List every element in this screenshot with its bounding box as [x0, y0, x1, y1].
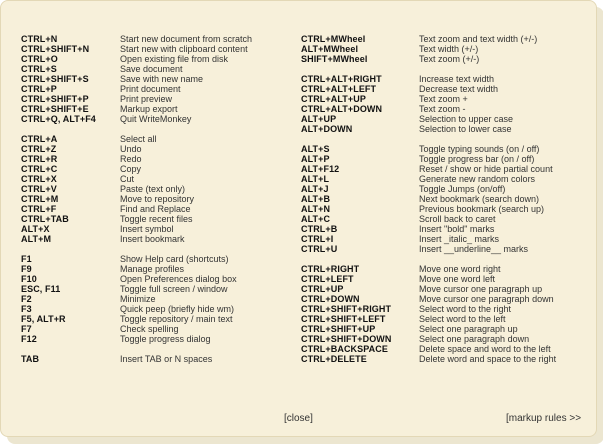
shortcut-description: Insert bookmark — [120, 234, 185, 244]
shortcut-key: CTRL+BACKSPACE — [301, 344, 388, 354]
shortcut-key: CTRL+A — [21, 134, 58, 144]
shortcut-key: CTRL+U — [301, 244, 338, 254]
shortcut-description: Selection to lower case — [419, 124, 512, 134]
shortcut-description: Minimize — [120, 294, 156, 304]
shortcut-description: Undo — [120, 144, 142, 154]
shortcut-key: F12 — [21, 334, 37, 344]
shortcut-key: CTRL+N — [21, 34, 58, 44]
shortcut-description: Save document — [120, 64, 183, 74]
shortcut-key: CTRL+MWheel — [301, 34, 366, 44]
shortcut-description: Paste (text only) — [120, 184, 186, 194]
shortcut-key: CTRL+SHIFT+UP — [301, 324, 376, 334]
shortcut-key: CTRL+SHIFT+S — [21, 74, 89, 84]
shortcut-key: CTRL+X — [21, 174, 57, 184]
shortcut-key: CTRL+SHIFT+DOWN — [301, 334, 392, 344]
shortcut-description: Text zoom (+/-) — [419, 54, 480, 64]
shortcut-description: Toggle typing sounds (on / off) — [419, 144, 540, 154]
shortcut-description: Previous bookmark (search up) — [419, 204, 545, 214]
shortcut-key: CTRL+V — [21, 184, 57, 194]
shortcut-key: ALT+F12 — [301, 164, 340, 174]
shortcut-description: Generate new random colors — [419, 174, 536, 184]
shortcut-description: Move one word right — [419, 264, 501, 274]
shortcut-description: Insert TAB or N spaces — [120, 354, 213, 364]
shortcut-key: CTRL+SHIFT+P — [21, 94, 89, 104]
shortcut-row — [1, 54, 480, 65]
shortcut-description: Insert "bold" marks — [419, 224, 495, 234]
shortcut-description: Print preview — [120, 94, 173, 104]
shortcut-key: CTRL+M — [21, 194, 59, 204]
shortcut-key: F1 — [21, 254, 32, 264]
shortcut-row — [1, 354, 557, 365]
shortcut-description: Move cursor one paragraph down — [419, 294, 554, 304]
shortcut-description: Toggle repository / main text — [120, 314, 233, 324]
shortcut-description: Show Help card (shortcuts) — [120, 254, 229, 264]
shortcut-description: Insert __underline__ marks — [419, 244, 529, 254]
shortcut-description: Copy — [120, 164, 142, 174]
shortcut-key: CTRL+P — [21, 84, 57, 94]
shortcut-description: Quit WriteMonkey — [120, 114, 192, 124]
shortcut-description: Toggle recent files — [120, 214, 193, 224]
shortcut-key: CTRL+ALT+DOWN — [301, 104, 383, 114]
shortcut-key: CTRL+S — [21, 64, 57, 74]
shortcut-description: Toggle progress bar (on / off) — [419, 154, 535, 164]
shortcut-key: CTRL+TAB — [21, 214, 69, 224]
shortcut-key: F10 — [21, 274, 37, 284]
shortcut-description: Text zoom - — [419, 104, 466, 114]
shortcut-description: Select one paragraph down — [419, 334, 530, 344]
shortcut-description: Move one word left — [419, 274, 496, 284]
shortcut-key: ALT+C — [301, 214, 331, 224]
shortcut-description: Increase text width — [419, 74, 495, 84]
shortcut-key: CTRL+ALT+RIGHT — [301, 74, 382, 84]
shortcut-key: TAB — [21, 354, 40, 364]
shortcut-key: CTRL+ALT+UP — [301, 94, 366, 104]
shortcut-key: CTRL+B — [301, 224, 338, 234]
shortcut-description: Manage profiles — [120, 264, 185, 274]
shortcut-description: Toggle full screen / window — [120, 284, 228, 294]
shortcut-key: CTRL+ALT+LEFT — [301, 84, 377, 94]
shortcut-description: Redo — [120, 154, 142, 164]
shortcut-row — [1, 244, 529, 255]
shortcut-description: Quick peep (briefly hide wm) — [120, 304, 235, 314]
shortcut-key: ALT+DOWN — [301, 124, 353, 134]
shortcut-description: Text zoom + — [419, 94, 468, 104]
shortcut-key: CTRL+SHIFT+N — [21, 44, 90, 54]
shortcut-key: ALT+MWheel — [301, 44, 359, 54]
shortcut-key: F9 — [21, 264, 32, 274]
shortcut-key: CTRL+SHIFT+RIGHT — [301, 304, 392, 314]
shortcut-key: CTRL+C — [21, 164, 58, 174]
shortcut-description: Print document — [120, 84, 181, 94]
shortcut-description: Text width (+/-) — [419, 44, 479, 54]
shortcut-key: CTRL+Q, ALT+F4 — [21, 114, 96, 124]
shortcut-description: Check spelling — [120, 324, 179, 334]
shortcut-description: Open Preferences dialog box — [120, 274, 237, 284]
shortcut-key: ALT+S — [301, 144, 330, 154]
shortcut-key: CTRL+O — [21, 54, 58, 64]
shortcut-description: Move cursor one paragraph up — [419, 284, 543, 294]
shortcut-description: Text zoom and text width (+/-) — [419, 34, 538, 44]
shortcut-key: CTRL+I — [301, 234, 334, 244]
shortcut-key: ALT+X — [21, 224, 50, 234]
shortcut-key: ALT+B — [301, 194, 331, 204]
shortcut-key: ALT+UP — [301, 114, 337, 124]
shortcut-key: CTRL+DELETE — [301, 354, 367, 364]
shortcut-description: Cut — [120, 174, 135, 184]
markup-rules-link[interactable]: [markup rules >> — [506, 413, 582, 424]
shortcut-key: CTRL+DOWN — [301, 294, 360, 304]
shortcut-description: Selection to upper case — [419, 114, 514, 124]
shortcut-description: Toggle Jumps (on/off) — [419, 184, 506, 194]
shortcut-description: Find and Replace — [120, 204, 191, 214]
shortcut-key: F5, ALT+R — [21, 314, 66, 324]
close-link[interactable]: [close] — [284, 413, 313, 424]
shortcut-key: ESC, F11 — [21, 284, 61, 294]
shortcut-description: Scroll back to caret — [419, 214, 496, 224]
shortcut-description: Markup export — [120, 104, 178, 114]
shortcut-key: CTRL+LEFT — [301, 274, 354, 284]
shortcut-description: Insert _italic_ marks — [419, 234, 500, 244]
shortcut-description: Select word to the left — [419, 314, 506, 324]
shortcut-key: CTRL+UP — [301, 284, 344, 294]
shortcut-description: Delete word and space to the right — [419, 354, 557, 364]
shortcut-description: Reset / show or hide partial count — [419, 164, 553, 174]
shortcut-key: ALT+J — [301, 184, 329, 194]
shortcut-row — [1, 124, 512, 135]
shortcut-description: Select all — [120, 134, 157, 144]
shortcut-description: Start new document from scratch — [120, 34, 253, 44]
shortcut-key: F7 — [21, 324, 32, 334]
shortcut-description: Next bookmark (search down) — [419, 194, 540, 204]
shortcut-key: CTRL+Z — [21, 144, 57, 154]
shortcut-description: Start new with clipboard content — [120, 44, 248, 54]
shortcut-description: Move to repository — [120, 194, 195, 204]
shortcut-description: Select one paragraph up — [419, 324, 518, 334]
shortcut-description: Delete space and word to the left — [419, 344, 551, 354]
shortcut-description: Toggle progress dialog — [120, 334, 211, 344]
shortcut-key: ALT+L — [301, 174, 330, 184]
shortcut-description: Insert symbol — [120, 224, 174, 234]
shortcut-key: F2 — [21, 294, 32, 304]
shortcut-key: F3 — [21, 304, 32, 314]
shortcut-key: CTRL+R — [21, 154, 58, 164]
shortcut-key: CTRL+RIGHT — [301, 264, 360, 274]
shortcut-key: CTRL+SHIFT+E — [21, 104, 89, 114]
shortcut-description: Save with new name — [120, 74, 204, 84]
shortcut-key: CTRL+SHIFT+LEFT — [301, 314, 386, 324]
shortcut-description: Open existing file from disk — [120, 54, 229, 64]
shortcut-description: Decrease text width — [419, 84, 499, 94]
shortcut-key: ALT+P — [301, 154, 330, 164]
shortcut-key: ALT+N — [301, 204, 331, 214]
shortcut-key: SHIFT+MWheel — [301, 54, 368, 64]
shortcut-description: Select word to the right — [419, 304, 512, 314]
shortcut-key: ALT+M — [21, 234, 52, 244]
shortcut-key: CTRL+F — [21, 204, 57, 214]
